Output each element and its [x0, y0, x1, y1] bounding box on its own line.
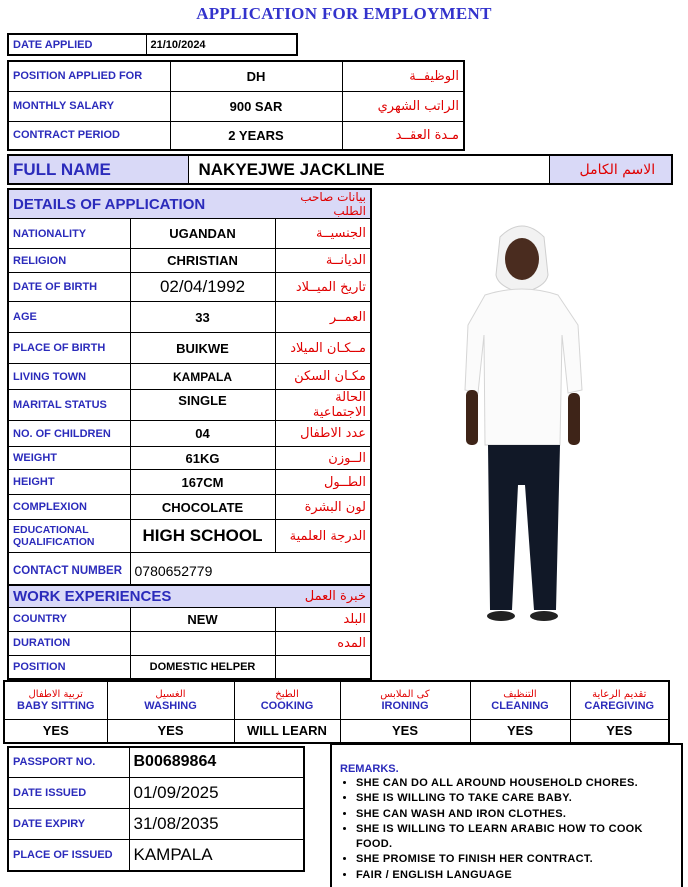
skill-header	[107, 681, 234, 719]
passport-row	[8, 747, 304, 777]
work-arabic	[275, 655, 371, 679]
skill-header	[340, 681, 470, 719]
passport-value: KAMPALA	[129, 839, 304, 871]
skill-header	[4, 681, 107, 719]
detail-arabic: الــوزن	[275, 447, 371, 470]
contact-label: CONTACT NUMBER	[8, 553, 130, 590]
passport-label: PLACE OF ISSUED	[8, 839, 129, 871]
passport-value: 01/09/2025	[129, 777, 304, 808]
passport-table	[7, 746, 305, 872]
detail-arabic: الديانــة	[275, 249, 371, 273]
detail-row	[8, 447, 371, 470]
detail-label: COMPLEXION	[8, 495, 130, 520]
detail-row	[8, 364, 371, 390]
skill-value: YES	[107, 719, 234, 743]
passport-label: PASSPORT NO.	[8, 747, 129, 777]
detail-row	[8, 219, 371, 249]
full-name-table	[7, 154, 673, 185]
full-name-arabic: الاسم الكامل	[549, 155, 672, 184]
detail-row	[8, 520, 371, 553]
passport-row	[8, 808, 304, 839]
details-header: DETAILS OF APPLICATION	[8, 189, 275, 219]
remark-item: • SHE PROMISE TO FINISH HER CONTRACT.	[356, 852, 675, 867]
remarks-list	[340, 776, 675, 883]
passport-value: 31/08/2035	[129, 808, 304, 839]
applicant-figure	[430, 215, 610, 635]
remark-item: • SHE IS WILLING TO TAKE CARE BABY.	[356, 791, 675, 806]
skill-value: YES	[340, 719, 470, 743]
work-value	[130, 631, 275, 655]
detail-row	[8, 302, 371, 333]
work-arabic: البلد	[275, 607, 371, 631]
work-label: COUNTRY	[8, 607, 130, 631]
details-header-arabic: بيانات صاحب الطلب	[275, 189, 371, 219]
skill-label: BABY SITTING	[17, 699, 95, 712]
skills-table	[3, 680, 670, 744]
detail-value: CHRISTIAN	[130, 249, 275, 273]
detail-arabic: الجنسيــة	[275, 219, 371, 249]
position-value: DH	[170, 61, 342, 91]
detail-row	[8, 495, 371, 520]
contract-value: 2 YEARS	[170, 121, 342, 150]
detail-label: PLACE OF BIRTH	[8, 333, 130, 364]
detail-label: EDUCATIONAL QUALIFICATION	[8, 520, 130, 553]
detail-row	[8, 470, 371, 495]
detail-label: HEIGHT	[8, 470, 130, 495]
detail-label: NATIONALITY	[8, 219, 130, 249]
skill-arabic: كى الملابس	[380, 688, 430, 700]
skill-header	[234, 681, 340, 719]
applicant-photo	[430, 215, 610, 635]
full-name-label: FULL NAME	[8, 155, 188, 184]
work-label: POSITION	[8, 655, 130, 679]
detail-value: CHOCOLATE	[130, 495, 275, 520]
detail-value: 02/04/1992	[130, 273, 275, 302]
work-label: DURATION	[8, 631, 130, 655]
detail-arabic: الدرجة العلمية	[275, 520, 371, 553]
skill-arabic: الطبخ	[275, 688, 299, 700]
detail-arabic: العمــر	[275, 302, 371, 333]
salary-label: MONTHLY SALARY	[8, 91, 170, 121]
skill-header	[570, 681, 669, 719]
position-label: POSITION APPLIED FOR	[8, 61, 170, 91]
detail-arabic: مكـان السكن	[275, 364, 371, 390]
detail-value: KAMPALA	[130, 364, 275, 390]
contract-label: CONTRACT PERIOD	[8, 121, 170, 150]
passport-label: DATE ISSUED	[8, 777, 129, 808]
skill-arabic: تربية الاطفال	[28, 688, 83, 700]
contract-arabic: مـدة العقــد	[342, 121, 464, 150]
detail-label: LIVING TOWN	[8, 364, 130, 390]
detail-row	[8, 273, 371, 302]
salary-arabic: الراتب الشهري	[342, 91, 464, 121]
skill-arabic: تقديم الرعاية	[592, 688, 647, 700]
position-row	[8, 61, 464, 91]
job-terms-table	[7, 60, 465, 151]
contract-row	[8, 121, 464, 150]
detail-arabic: مــكـان الميلاد	[275, 333, 371, 364]
detail-arabic: عدد الاطفال	[275, 421, 371, 447]
detail-row	[8, 390, 371, 421]
work-value: DOMESTIC HELPER	[130, 655, 275, 679]
skill-arabic: التنظيف	[503, 688, 537, 700]
detail-row	[8, 249, 371, 273]
date-applied-value: 21/10/2024	[146, 34, 297, 55]
details-header-row	[8, 189, 371, 219]
skill-label: CAREGIVING	[584, 699, 655, 712]
work-value: NEW	[130, 607, 275, 631]
skill-label: IRONING	[381, 699, 429, 712]
position-arabic: الوظيفــة	[342, 61, 464, 91]
contact-value: 0780652779	[130, 553, 371, 590]
detail-label: AGE	[8, 302, 130, 333]
detail-label: MARITAL STATUS	[8, 390, 130, 421]
page-title: APPLICATION FOR EMPLOYMENT	[196, 4, 492, 23]
detail-value: SINGLE	[130, 390, 275, 421]
passport-value: B00689864	[129, 747, 304, 777]
detail-value: 167CM	[130, 470, 275, 495]
work-row	[8, 655, 371, 679]
skill-header	[470, 681, 570, 719]
detail-value: UGANDAN	[130, 219, 275, 249]
remark-item: • SHE CAN WASH AND IRON CLOTHES.	[356, 807, 675, 822]
detail-value: 33	[130, 302, 275, 333]
detail-value: BUIKWE	[130, 333, 275, 364]
detail-arabic: لون البشرة	[275, 495, 371, 520]
work-table	[7, 584, 372, 680]
detail-row	[8, 421, 371, 447]
detail-value: HIGH SCHOOL	[130, 520, 275, 553]
skill-value: YES	[4, 719, 107, 743]
skill-label: COOKING	[260, 699, 314, 712]
skills-value-row	[4, 719, 669, 743]
detail-value: 04	[130, 421, 275, 447]
work-header-arabic: خبرة العمل	[275, 585, 371, 607]
salary-value: 900 SAR	[170, 91, 342, 121]
skill-label: WASHING	[144, 699, 197, 712]
work-row	[8, 631, 371, 655]
skill-value: YES	[470, 719, 570, 743]
passport-row	[8, 839, 304, 871]
date-applied-table	[7, 33, 298, 56]
detail-arabic: تاريخ الميــلاد	[275, 273, 371, 302]
remarks-box	[330, 743, 683, 887]
skills-label-row	[4, 681, 669, 719]
skill-value: YES	[570, 719, 669, 743]
detail-label: WEIGHT	[8, 447, 130, 470]
remark-item: • SHE CAN DO ALL AROUND HOUSEHOLD CHORES.	[356, 776, 675, 791]
detail-row	[8, 333, 371, 364]
work-header-row	[8, 585, 371, 607]
detail-label: DATE OF BIRTH	[8, 273, 130, 302]
full-name-value: NAKYEJWE JACKLINE	[188, 155, 549, 184]
salary-row	[8, 91, 464, 121]
remark-item: • FAIR / ENGLISH LANGUAGE	[356, 868, 675, 883]
detail-arabic: الطــول	[275, 470, 371, 495]
date-applied-label: DATE APPLIED	[8, 34, 146, 55]
skill-value: WILL LEARN	[234, 719, 340, 743]
work-header: WORK EXPERIENCES	[8, 585, 275, 607]
remark-item: • SHE IS WILLING TO LEARN ARABIC HOW TO COOK FOOD.	[356, 822, 675, 853]
details-table	[7, 188, 372, 591]
passport-row	[8, 777, 304, 808]
skill-label: CLEANING	[491, 699, 549, 712]
detail-label: RELIGION	[8, 249, 130, 273]
skill-arabic: الغسيل	[155, 688, 186, 700]
detail-value: 61KG	[130, 447, 275, 470]
work-row	[8, 607, 371, 631]
remarks-header: REMARKS.	[340, 763, 399, 775]
detail-arabic: الحالة الاجتماعية	[275, 390, 371, 421]
detail-label: NO. OF CHILDREN	[8, 421, 130, 447]
passport-label: DATE EXPIRY	[8, 808, 129, 839]
work-arabic: المده	[275, 631, 371, 655]
